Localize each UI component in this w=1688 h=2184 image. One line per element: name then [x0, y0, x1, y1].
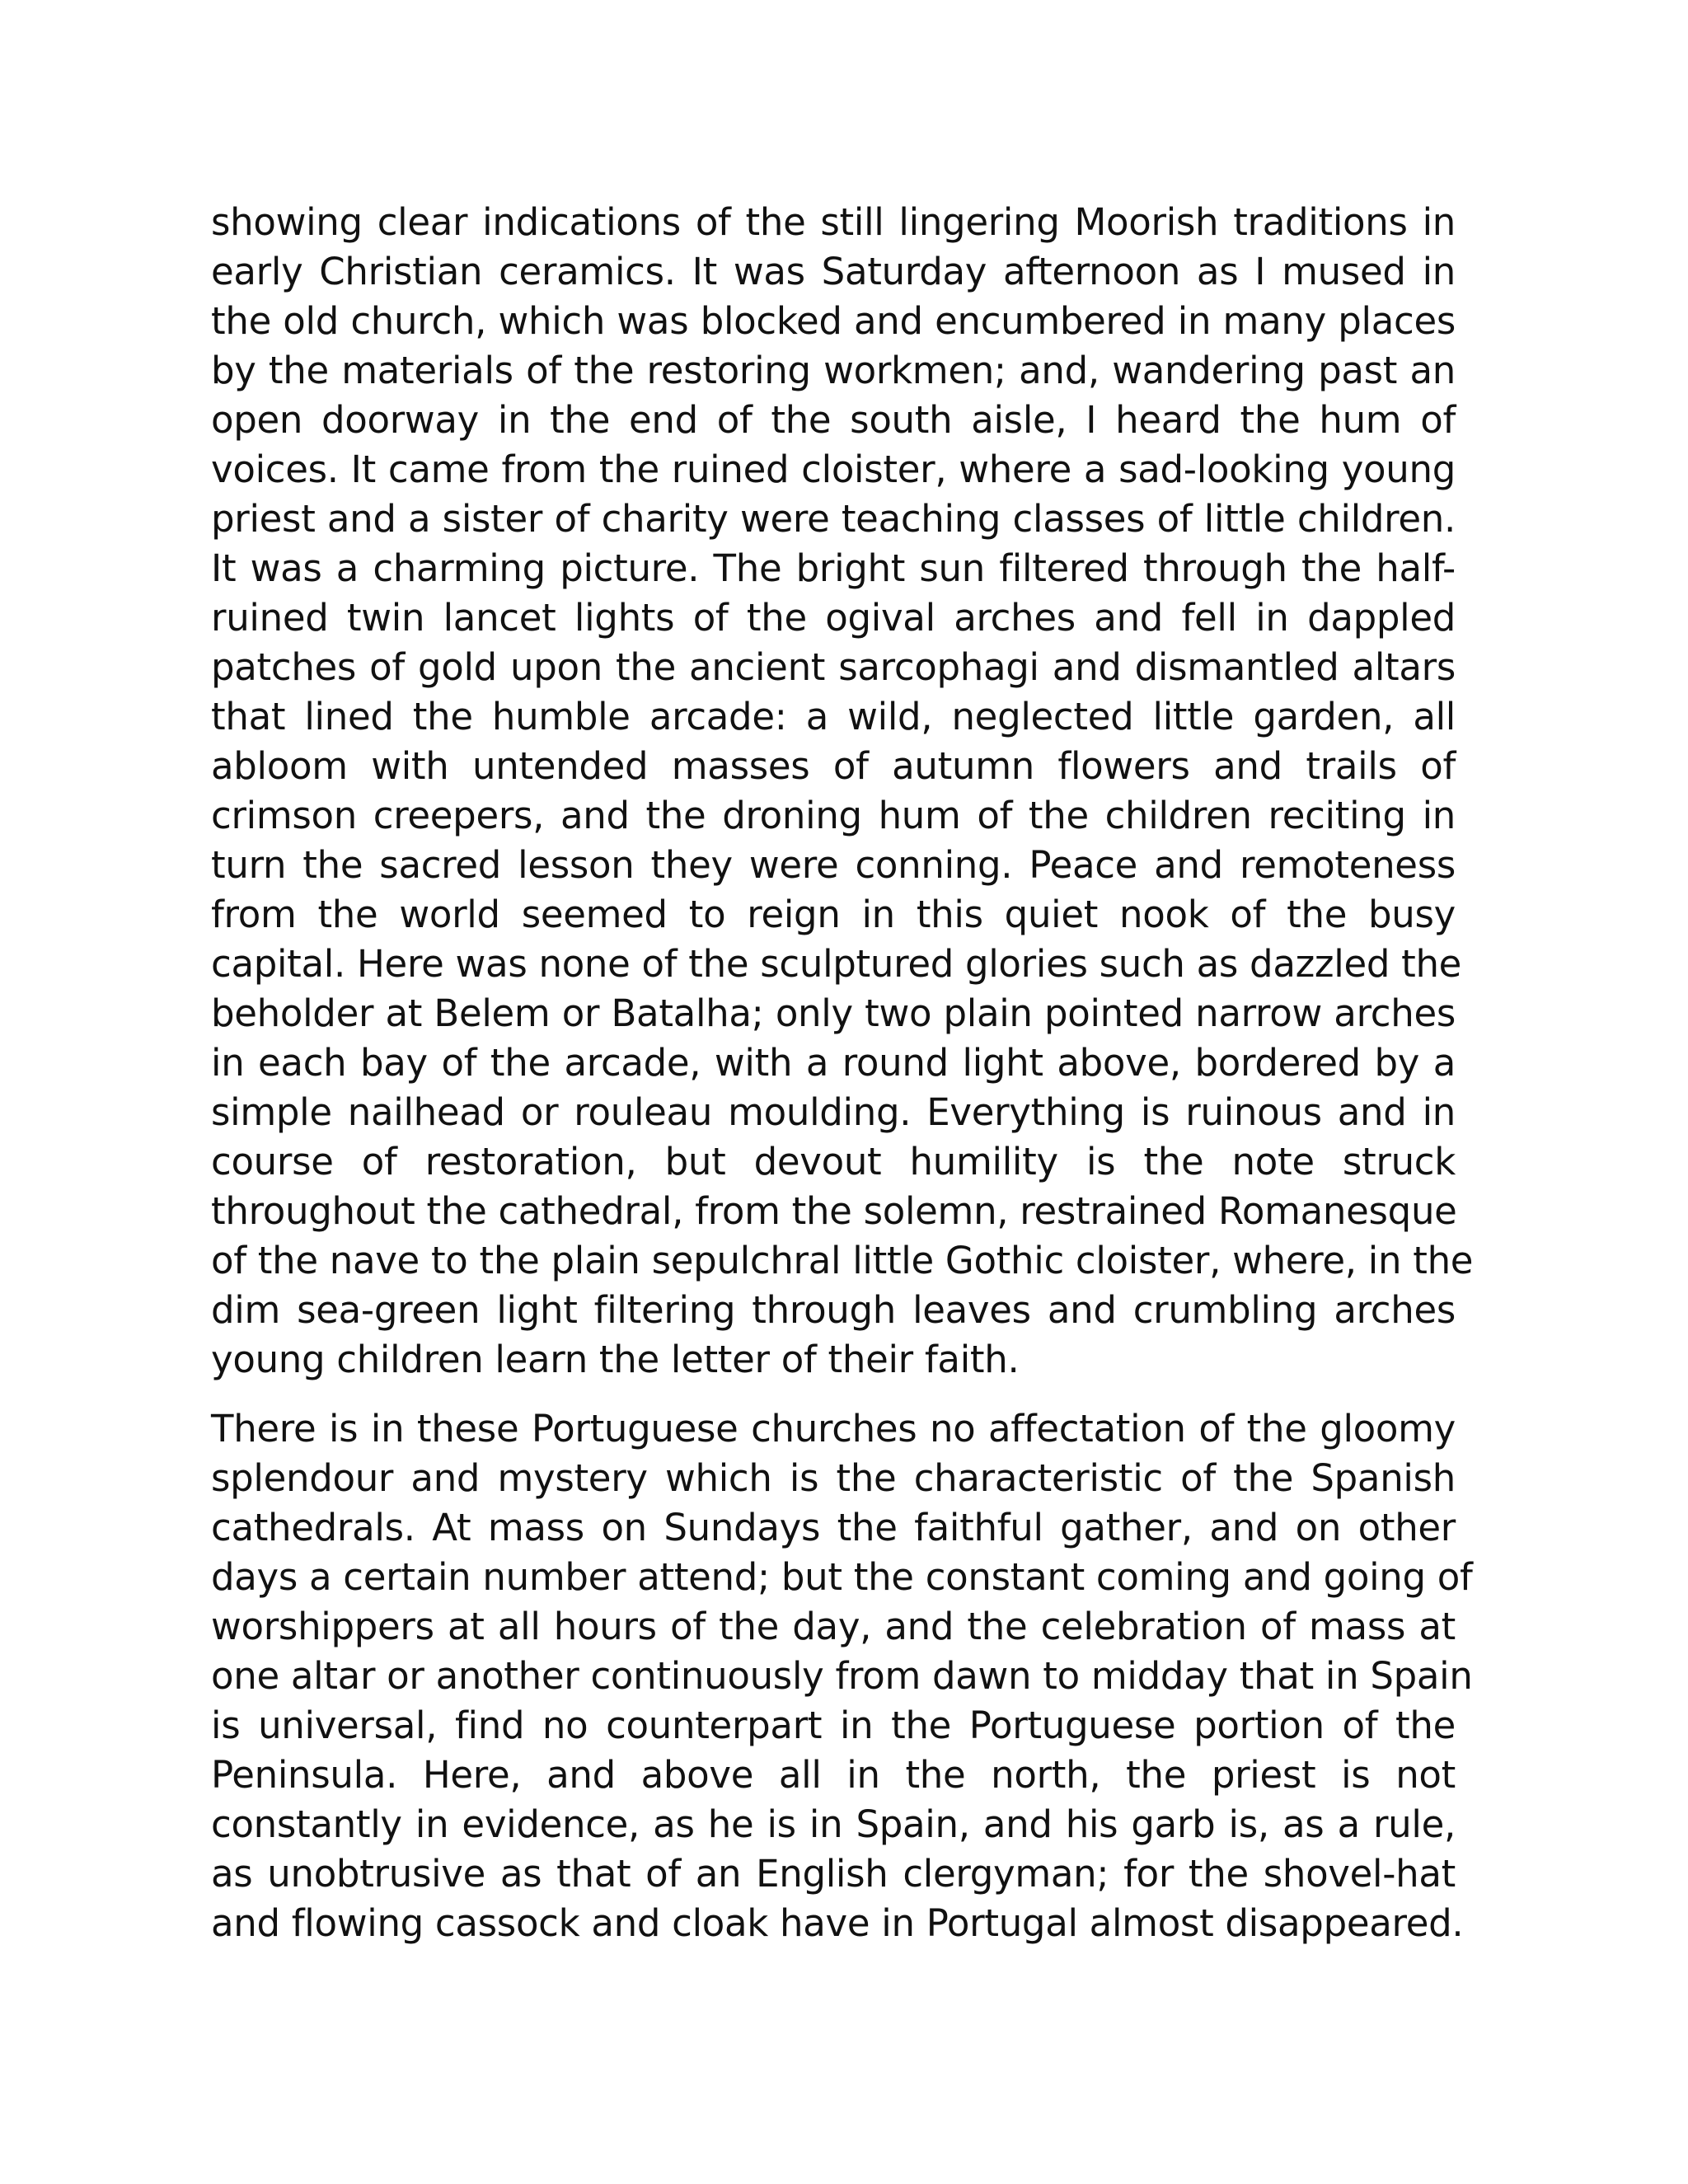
text-line: the old church, which was blocked and encumbered in many places	[211, 299, 1456, 343]
text-line: days a certain number attend; but the constant coming and going of	[211, 1555, 1473, 1599]
text-line: priest and a sister of charity were teaching classes of little children.	[211, 497, 1456, 541]
text-line: that lined the humble arcade: a wild, neglected little garden, all	[211, 695, 1456, 738]
text-line: throughout the cathedral, from the solemn, restrained Romanesque	[211, 1189, 1457, 1233]
paragraph-1	[211, 198, 1474, 1385]
text-line: early Christian ceramics. It was Saturday afternoon as I mused in	[211, 250, 1456, 293]
text-line: It was a charming picture. The bright sun filtered through the half-	[211, 546, 1456, 590]
text-line: ruined twin lancet lights of the ogival arches and fell in dappled	[211, 596, 1456, 640]
text-line: abloom with untended masses of autumn flowers and trails of	[211, 744, 1456, 788]
text-line: patches of gold upon the ancient sarcophagi and dismantled altars	[211, 645, 1456, 689]
text-line: turn the sacred lesson they were conning. Peace and remoteness	[211, 843, 1456, 887]
text-line: as unobtrusive as that of an English clergyman; for the shovel-hat	[211, 1852, 1456, 1896]
text-line: cathedrals. At mass on Sundays the faithful gather, and on other	[211, 1506, 1456, 1549]
text-line: voices. It came from the ruined cloister, where a sad-looking young	[211, 448, 1456, 491]
text-line: simple nailhead or rouleau moulding. Everything is ruinous and in	[211, 1090, 1456, 1134]
text-line: of the nave to the plain sepulchral little Gothic cloister, where, in the	[211, 1239, 1474, 1282]
text-line: is universal, find no counterpart in the Portuguese portion of the	[211, 1704, 1456, 1747]
text-line: open doorway in the end of the south aisle, I heard the hum of	[211, 398, 1456, 442]
text-line: young children learn the letter of their faith.	[211, 1338, 1020, 1381]
text-line: capital. Here was none of the sculptured glories such as dazzled the	[211, 942, 1462, 986]
text-line: course of restoration, but devout humility is the note struck	[211, 1140, 1456, 1183]
text-line: worshippers at all hours of the day, and the celebration of mass at	[211, 1605, 1456, 1648]
text-line: dim sea-green light filtering through leaves and crumbling arches	[211, 1288, 1456, 1332]
text-line: crimson creepers, and the droning hum of the children reciting in	[211, 794, 1456, 837]
text-line: beholder at Belem or Batalha; only two plain pointed narrow arches	[211, 991, 1456, 1035]
text-line: showing clear indications of the still lingering Moorish traditions in	[211, 200, 1456, 244]
text-line: Peninsula. Here, and above all in the north, the priest is not	[211, 1753, 1456, 1797]
text-line: by the materials of the restoring workmen; and, wandering past an	[211, 349, 1456, 392]
text-line: and flowing cassock and cloak have in Portugal almost disappeared.	[211, 1901, 1464, 1945]
text-line: one altar or another continuously from dawn to midday that in Spain	[211, 1654, 1473, 1698]
paragraph-2	[211, 1404, 1473, 1948]
text-line: from the world seemed to reign in this quiet nook of the busy	[211, 893, 1456, 936]
page-body	[211, 198, 1474, 1948]
text-line: constantly in evidence, as he is in Spain, and his garb is, as a rule,	[211, 1802, 1456, 1846]
text-line: There is in these Portuguese churches no affectation of the gloomy	[211, 1407, 1456, 1451]
text-line: in each bay of the arcade, with a round light above, bordered by a	[211, 1041, 1456, 1085]
text-line: splendour and mystery which is the characteristic of the Spanish	[211, 1456, 1456, 1500]
